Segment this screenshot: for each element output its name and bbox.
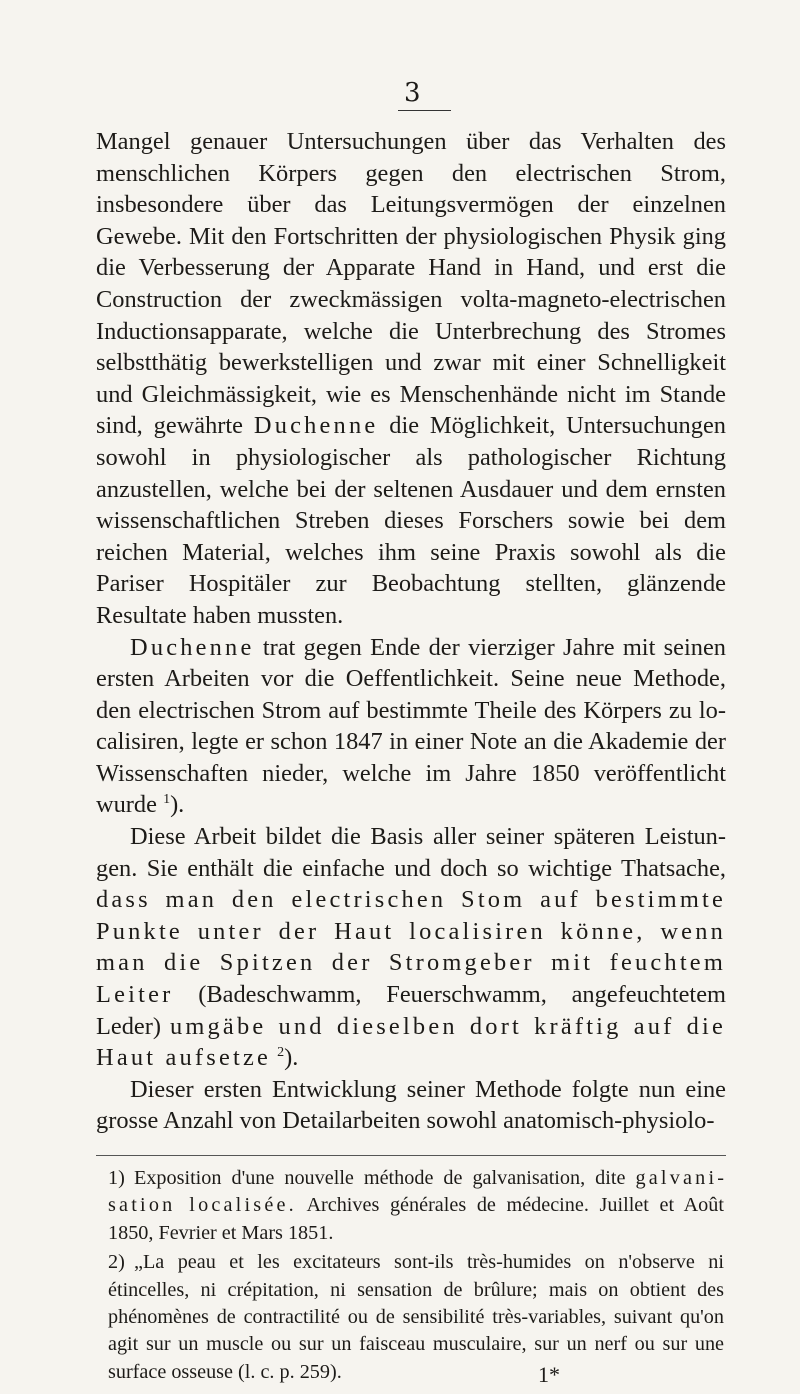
paragraph-3: Diese Arbeit bildet die Basis aller seiner späteren Leistungen. Sie enthält die einfache und doch so wichtige Thatsache, dass man den electrischen Stom auf bestimmte Punkte unter der Haut localisiren könne, wenn man die Spitzen der Stromgeber mit feuchtem Leiter (Badeschwamm, Feuerschwamm, angefeuchtetem Leder) umgäbe und dieselben dort kräftig auf die Haut aufsetze $^2$).	[96, 823, 726, 1072]
footnote-divider	[96, 1155, 726, 1156]
author-name: Duchenne	[253, 412, 379, 440]
footnote-2: 2) „La peau et les excitateurs sont-ils très-humides on n'observe ni étincelles, ni crépitation, ni sensation de brûlure; mais on obtient des phénomènes de contractilité ou de sensibilité très-variables, suivant qu'on agit sur un muscle ou sur un faisceau musculaire, sur un nerf ou sur une surface osseuse (l. c. p. 259).	[108, 1251, 724, 1383]
footnote-ref-2: 2	[277, 1045, 285, 1061]
printer-signature: 1*	[538, 1362, 560, 1387]
paragraph-4: Dieser ersten Entwicklung seiner Methode folgte nun eine grosse Anzahl von Detailarbeiten sowohl anatomisch-physiolo-	[96, 1075, 726, 1135]
paragraph-1: Mangel genauer Untersuchungen über das Verhalten des menschlichen Körpers gegen den electrischen Strom, insbesondere über das Leitungsvermögen der einzelnen Gewebe. Mit den Fortschritten der physiologischen Physik ging die Verbesserung der Apparate Hand in Hand, und erst die Construction der zweckmässigen volta-magneto-electrischen Inductionsapparate, welche die Unterbrechung des Stromes selbstthätig bewerkstelligen und zwar mit einer Schnelligkeit und Gleichmässigkeit, wie es Menschenhände nicht im Stande sind, gewährte Duchenne die Möglichkeit, Untersuchungen sowohl in physiologischer als pathologischer Richtung anzustellen, welche bei der seltenen Ausdauer und dem ernsten wissenschaftlichen Streben dieses Forschers sowie bei dem reichen Material, welches ihm seine Praxis sowohl als die Pariser Hospitäler zur Beobachtung stellten, glänzende Resultate haben mussten.	[96, 128, 726, 629]
page-number: 3	[398, 78, 451, 111]
main-text	[96, 126, 726, 1137]
footnote-ref-1: 1	[163, 792, 171, 808]
footnote-1: 1) Exposition d'une nouvelle méthode de galvanisation, dite galvanisation localisée. Archives générales de médecine. Juillet et Août 1850, Fevrier et Mars 1851.	[108, 1167, 725, 1244]
author-name: Duchenne	[130, 633, 255, 661]
paragraph-2: Duchenne trat gegen Ende der vierziger Jahre mit seinen ersten Arbeiten vor die Oeffentlichkeit. Seine neue Methode, den electrischen Strom auf bestimmte Theile des Körpers zu localisiren, legte er schon 1847 in einer Note an die Akademie der Wissenschaften nieder, welche im Jahre 1850 veröffentlicht wurde $^1$).	[96, 633, 726, 819]
footnotes	[108, 1165, 724, 1388]
